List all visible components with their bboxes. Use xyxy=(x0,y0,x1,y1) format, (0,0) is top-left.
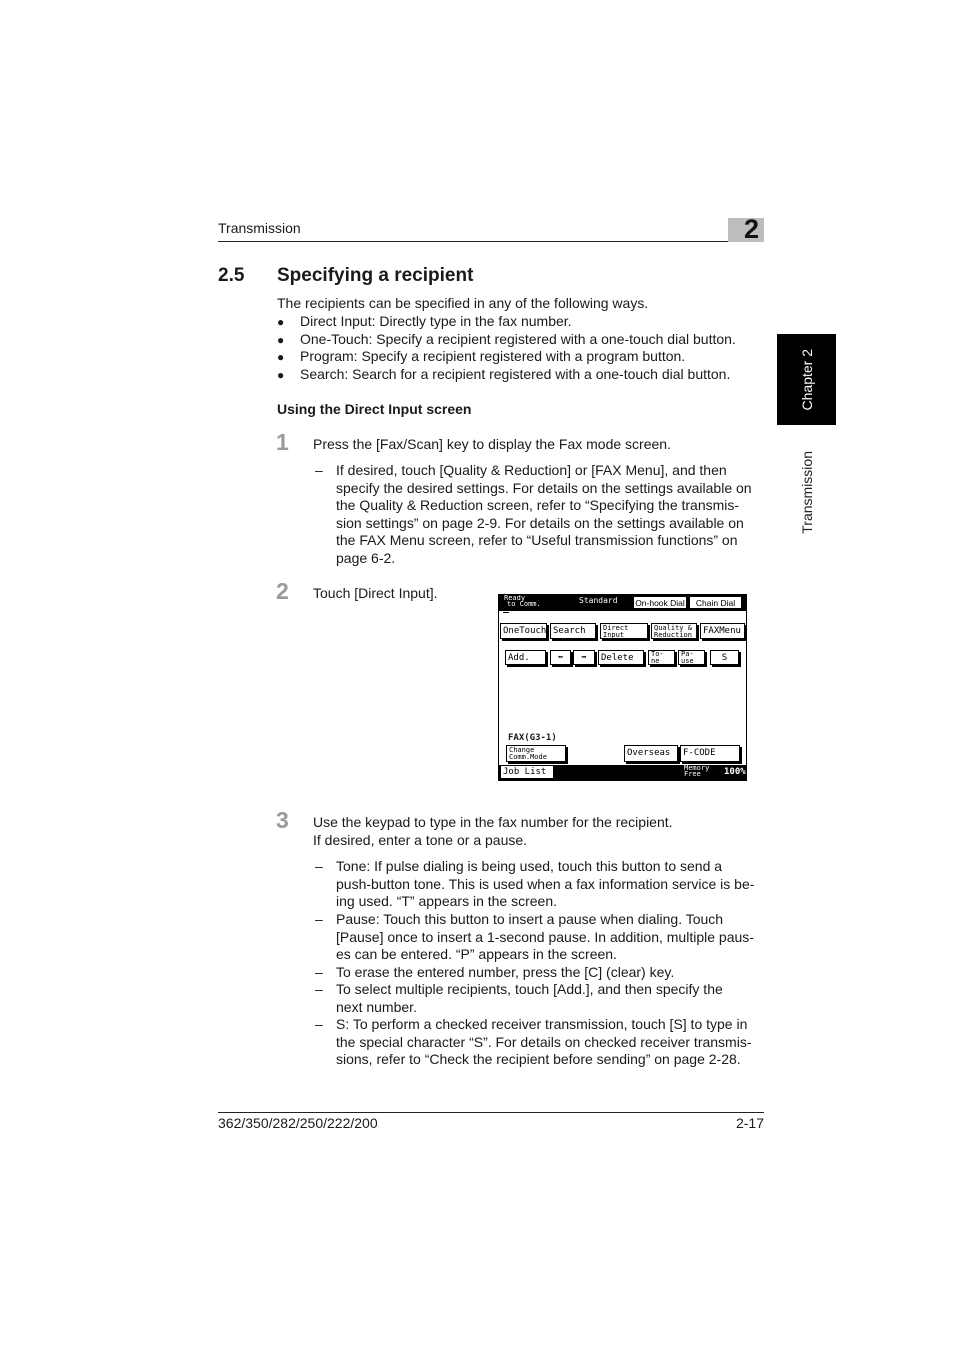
pause-button[interactable]: Pa- use xyxy=(678,650,705,665)
step-number: 2 xyxy=(276,578,289,604)
step-text: Use the keypad to type in the fax number for the recipient. If desired, enter a tone or a pause. xyxy=(313,814,673,848)
side-tab-chapter-label: Chapter 2 xyxy=(798,348,815,411)
bullet-glyph: ● xyxy=(277,315,285,329)
arrow-right-icon[interactable]: ➡ xyxy=(573,650,595,665)
section-number: 2.5 xyxy=(218,265,245,286)
memory-label: Memory Free xyxy=(684,764,710,778)
dash-glyph: – xyxy=(315,462,323,478)
step-number: 3 xyxy=(276,807,289,833)
step-note: Pause: Touch this button to insert a pause when dialing. Touch [Pause] once to insert a 1-second pause. In addition, multiple paus- es can be entered. “P” appears in the screen. xyxy=(336,911,754,963)
status-bar xyxy=(499,595,746,611)
step-note: S: To perform a checked receiver transmission, touch [S] to type in the special character “S”. For details on checked receiver transmis- sions, refer to “Check the recipient before sending” on page 2-28. xyxy=(336,1016,752,1068)
step-number: 1 xyxy=(276,429,289,455)
step-note: Tone: If pulse dialing is being used, touch this button to send a push-button tone. This is used when a fax information service is be- ing used. “T” appears in the screen. xyxy=(336,858,755,910)
dash-glyph: – xyxy=(315,911,323,927)
chapter-number: 2 xyxy=(744,214,760,244)
bullet-item: One-Touch: Specify a recipient registered with a one-touch dial button. xyxy=(300,331,736,347)
header-rule xyxy=(218,241,764,242)
section-title: Specifying a recipient xyxy=(277,265,474,286)
step-text: Touch [Direct Input]. xyxy=(313,585,438,601)
bullet-glyph: ● xyxy=(277,368,285,382)
bullet-item: Search: Search for a recipient registered with a one-touch dial button. xyxy=(300,366,731,382)
delete-button[interactable]: Delete xyxy=(598,650,644,665)
arrow-left-icon[interactable]: ⬅ xyxy=(550,650,571,665)
tab-search[interactable]: Search xyxy=(550,623,596,639)
footer-models: 362/350/282/250/222/200 xyxy=(218,1115,378,1131)
on-hook-dial-button[interactable]: On-hook Dial xyxy=(633,596,687,609)
intro-paragraph: The recipients can be specified in any of the following ways. xyxy=(277,295,649,311)
input-cursor xyxy=(503,612,509,613)
bullet-glyph: ● xyxy=(277,350,285,364)
memory-percent: 100% xyxy=(724,767,746,777)
add-button[interactable]: Add. xyxy=(505,650,546,665)
dash-glyph: – xyxy=(315,964,323,980)
bullet-glyph: ● xyxy=(277,333,285,347)
s-button[interactable]: S xyxy=(710,650,739,665)
tab-direct-input[interactable]: Direct Input xyxy=(600,623,648,639)
fax-mode-screen xyxy=(498,594,747,781)
tab-fax-menu[interactable]: FAXMenu xyxy=(700,623,745,639)
step-note: To erase the entered number, press the [C] (clear) key. xyxy=(336,964,675,980)
tone-button[interactable]: To- ne xyxy=(648,650,675,665)
overseas-button[interactable]: Overseas xyxy=(624,745,678,762)
standard-label: Standard xyxy=(579,596,618,605)
change-comm-mode-button[interactable]: Change Comm.Mode xyxy=(506,745,566,762)
running-header: Transmission xyxy=(218,220,301,236)
dash-glyph: – xyxy=(315,1016,323,1032)
dash-glyph: – xyxy=(315,981,323,997)
f-code-button[interactable]: F-CODE xyxy=(680,745,740,762)
tab-one-touch[interactable]: OneTouch xyxy=(500,623,547,639)
bullet-item: Program: Specify a recipient registered with a program button. xyxy=(300,348,686,364)
tab-quality-reduction[interactable]: Quality & Reduction xyxy=(651,623,697,639)
step-note: To select multiple recipients, touch [Add.], and then specify the next number. xyxy=(336,981,723,1015)
footer-rule xyxy=(218,1112,764,1113)
chain-dial-button[interactable]: Chain Dial xyxy=(689,596,742,609)
bottom-bar xyxy=(499,765,746,780)
step-text: Press the [Fax/Scan] key to display the Fax mode screen. xyxy=(313,436,671,452)
subheading: Using the Direct Input screen xyxy=(277,401,472,417)
fax-mode-label: FAX(G3-1) xyxy=(508,733,557,743)
step-note: If desired, touch [Quality & Reduction] or [FAX Menu], and then specify the desired settings. For details on the settings available on the Quality & Reduction screen, refer to “Specifying the transmis- sion settings” on page 2-9. For details on the settings available on the FAX Menu screen, refer to “Useful transmission functions” on page 6-2. xyxy=(336,462,752,566)
ready-status: Ready to Comm. xyxy=(504,594,541,608)
bullet-item: Direct Input: Directly type in the fax number. xyxy=(300,313,572,329)
job-list-button[interactable]: Job List xyxy=(501,766,553,778)
page-number: 2-17 xyxy=(735,1115,764,1131)
side-tab-section-label: Transmission xyxy=(798,451,815,534)
dash-glyph: – xyxy=(315,858,323,874)
